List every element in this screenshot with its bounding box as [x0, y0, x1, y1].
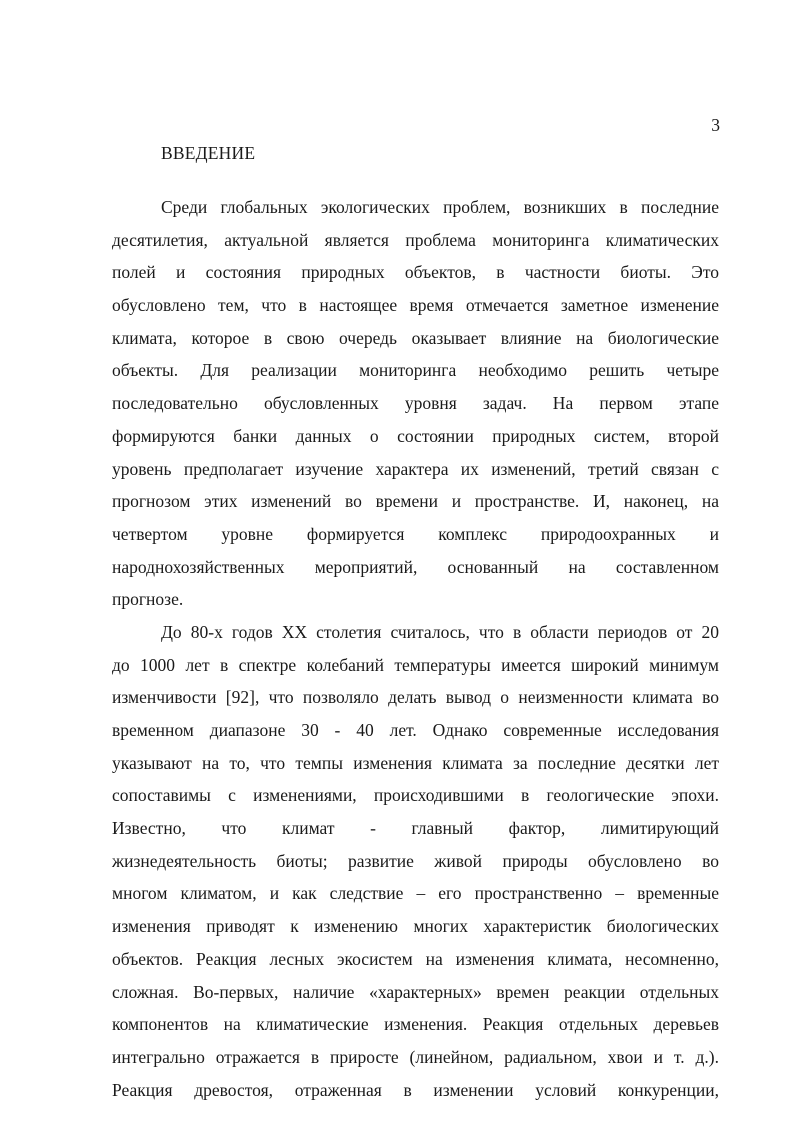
text-line: десятилетия, актуальной является проблема мониторинга климатических [112, 229, 719, 250]
text-line: полей и состояния природных объектов, в частности биоты. Это [112, 262, 719, 283]
text-line: сопоставимы с изменениями, происходившими в геологические эпохи. [112, 785, 719, 806]
text-line: указывают на то, что темпы изменения климата за последние десятки лет [112, 752, 719, 773]
text-line: прогнозе. [112, 589, 184, 610]
text-line: Среди глобальных экологических проблем, возникших в последние [161, 197, 719, 217]
text-line: четвертом уровне формируется комплекс природоохранных и [112, 523, 719, 544]
text-line: уровень предполагает изучение характера их изменений, третий связан с [112, 458, 719, 479]
text-line: последовательно обусловленных уровня задач. На первом этапе [112, 393, 719, 414]
text-line: до 1000 лет в спектре колебаний температуры имеется широкий минимум [112, 654, 719, 675]
text-line: До 80-х годов XX столетия считалось, что в области периодов от 20 [161, 621, 719, 642]
text-line: жизнедеятельность биоты; развитие живой природы обусловлено во [112, 850, 719, 871]
text-line: климата, которое в свою очередь оказывает влияние на биологические [112, 327, 719, 348]
paragraph-1 [112, 196, 719, 621]
text-line: обусловлено тем, что в настоящее время отмечается заметное изменение [112, 295, 719, 316]
text-line: изменения приводят к изменению многих характеристик биологических [112, 916, 719, 937]
text-line: изменчивости [92], что позволяло делать вывод о неизменности климата во [112, 687, 719, 708]
text-line: интегрально отражается в приросте (линейном, радиальном, хвои и т. д.). [112, 1046, 719, 1067]
text-line: объектов. Реакция лесных экосистем на изменения климата, несомненно, [112, 948, 719, 969]
text-line: многом климатом, и как следствие – его пространственно – временные [112, 883, 719, 904]
text-line: прогнозом этих изменений во времени и пространстве. И, наконец, на [112, 491, 719, 512]
text-line: Реакция древостоя, отраженная в изменении условий конкуренции, [112, 1079, 719, 1100]
text-line: временном диапазоне 30 - 40 лет. Однако современные исследования [112, 720, 719, 740]
body-text [112, 196, 719, 1111]
text-line: народнохозяйственных мероприятий, основанный на составленном [112, 556, 719, 577]
page-number: 3 [711, 115, 720, 135]
section-heading: ВВЕДЕНИЕ [161, 143, 256, 163]
text-line: объекты. Для реализации мониторинга необходимо решить четыре [112, 360, 719, 381]
text-line: формируются банки данных о состоянии природных систем, второй [112, 425, 719, 446]
text-line: компонентов на климатические изменения. Реакция отдельных деревьев [112, 1014, 719, 1035]
text-line: Известно, что климат - главный фактор, лимитирующий [112, 818, 719, 839]
paragraph-2 [112, 621, 719, 1111]
text-line: сложная. Во-первых, наличие «характерных» времен реакции отдельных [112, 981, 719, 1002]
